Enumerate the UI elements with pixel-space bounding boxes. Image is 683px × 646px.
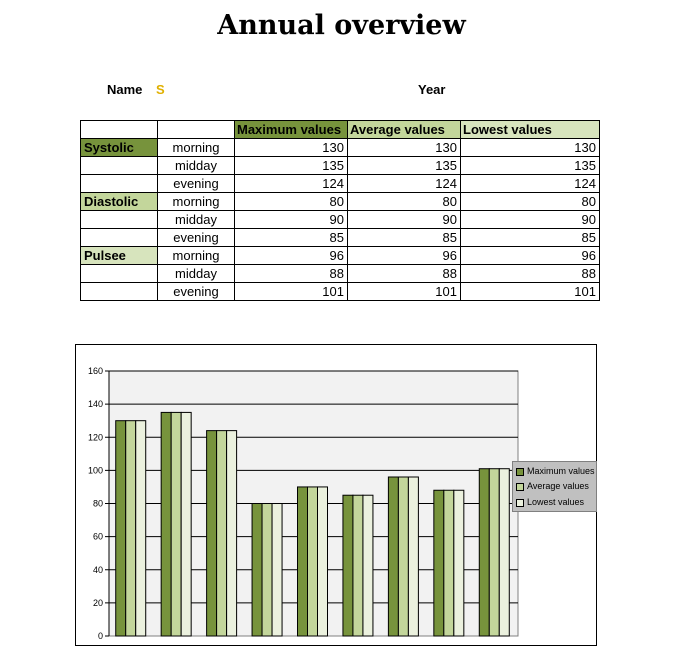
bar-avg — [171, 412, 181, 636]
bar-low — [181, 412, 191, 636]
max-cell: 90 — [235, 211, 348, 229]
table-row — [81, 157, 600, 175]
y-tick-label: 40 — [92, 564, 103, 575]
max-cell: 135 — [235, 157, 348, 175]
avg-cell: 96 — [348, 247, 461, 265]
y-tick-label: 140 — [87, 399, 103, 410]
y-tick-label: 60 — [92, 531, 103, 542]
bar-max — [434, 490, 444, 636]
group-label: Systolic — [81, 139, 158, 157]
bar-max — [479, 469, 489, 636]
y-tick-label: 120 — [87, 432, 103, 443]
table-row — [81, 139, 600, 157]
bar-low — [408, 477, 418, 636]
y-tick-label: 160 — [87, 366, 103, 376]
avg-cell: 101 — [348, 283, 461, 301]
group-empty-cell — [81, 283, 158, 301]
low-cell: 135 — [461, 157, 600, 175]
header-empty-cell — [81, 121, 158, 139]
bar-low — [499, 469, 509, 636]
time-cell: morning — [158, 139, 235, 157]
low-cell: 85 — [461, 229, 600, 247]
bar-avg — [398, 477, 408, 636]
chart-legend — [512, 461, 597, 512]
time-cell: evening — [158, 175, 235, 193]
time-cell: midday — [158, 211, 235, 229]
bar-low — [363, 495, 373, 636]
low-cell: 101 — [461, 283, 600, 301]
time-cell: morning — [158, 247, 235, 265]
legend-swatch-low — [516, 499, 524, 507]
time-cell: evening — [158, 229, 235, 247]
column-header-low: Lowest values — [461, 121, 600, 139]
values-table — [80, 120, 600, 301]
bar-max — [343, 495, 353, 636]
bar-low — [454, 490, 464, 636]
bar-low — [318, 487, 328, 636]
group-empty-cell — [81, 157, 158, 175]
low-cell: 88 — [461, 265, 600, 283]
legend-label-max: Maximum values — [527, 466, 595, 476]
group-label: Diastolic — [81, 193, 158, 211]
bar-low — [272, 504, 282, 637]
name-label: Name — [107, 82, 143, 97]
bar-low — [227, 431, 237, 636]
legend-item-avg — [516, 480, 589, 492]
bar-avg — [217, 431, 227, 636]
table-row — [81, 283, 600, 301]
y-tick-label: 20 — [92, 597, 103, 608]
legend-swatch-max — [516, 468, 524, 476]
group-empty-cell — [81, 229, 158, 247]
group-empty-cell — [81, 175, 158, 193]
avg-cell: 85 — [348, 229, 461, 247]
year-label: Year — [418, 82, 446, 97]
time-cell: midday — [158, 157, 235, 175]
bar-low — [136, 421, 146, 636]
legend-swatch-avg — [516, 483, 524, 491]
avg-cell: 135 — [348, 157, 461, 175]
bar-max — [298, 487, 308, 636]
low-cell: 96 — [461, 247, 600, 265]
y-tick-label: 80 — [92, 498, 103, 509]
bar-avg — [489, 469, 499, 636]
avg-cell: 88 — [348, 265, 461, 283]
legend-label-avg: Average values — [527, 481, 589, 491]
bar-max — [161, 412, 171, 636]
bar-max — [116, 421, 126, 636]
header-empty-cell — [158, 121, 235, 139]
bar-avg — [308, 487, 318, 636]
group-empty-cell — [81, 211, 158, 229]
low-cell: 124 — [461, 175, 600, 193]
time-cell: morning — [158, 193, 235, 211]
max-cell: 88 — [235, 265, 348, 283]
table-row — [81, 247, 600, 265]
table-row — [81, 211, 600, 229]
name-value[interactable]: S — [156, 82, 165, 97]
max-cell: 96 — [235, 247, 348, 265]
legend-item-max — [516, 465, 595, 477]
avg-cell: 90 — [348, 211, 461, 229]
low-cell: 130 — [461, 139, 600, 157]
bar-avg — [126, 421, 136, 636]
y-tick-label: 100 — [87, 465, 103, 476]
time-cell: evening — [158, 283, 235, 301]
avg-cell: 130 — [348, 139, 461, 157]
max-cell: 85 — [235, 229, 348, 247]
bar-max — [252, 504, 262, 637]
table-row — [81, 193, 600, 211]
table-row — [81, 229, 600, 247]
max-cell: 101 — [235, 283, 348, 301]
column-header-avg: Average values — [348, 121, 461, 139]
table-header-row — [81, 121, 600, 139]
bar-avg — [444, 490, 454, 636]
y-tick-label: 0 — [97, 631, 103, 641]
low-cell: 80 — [461, 193, 600, 211]
table-row — [81, 265, 600, 283]
time-cell: midday — [158, 265, 235, 283]
bar-max — [388, 477, 398, 636]
legend-label-low: Lowest values — [527, 497, 585, 507]
max-cell: 80 — [235, 193, 348, 211]
bar-avg — [262, 504, 272, 637]
group-empty-cell — [81, 265, 158, 283]
column-header-max: Maximum values — [235, 121, 348, 139]
max-cell: 130 — [235, 139, 348, 157]
low-cell: 90 — [461, 211, 600, 229]
bar-avg — [353, 495, 363, 636]
bar-max — [207, 431, 217, 636]
avg-cell: 80 — [348, 193, 461, 211]
legend-item-low — [516, 496, 584, 508]
group-label: Pulsee — [81, 247, 158, 265]
max-cell: 124 — [235, 175, 348, 193]
avg-cell: 124 — [348, 175, 461, 193]
page-title: Annual overview — [217, 10, 466, 41]
table-row — [81, 175, 600, 193]
table-body — [81, 139, 600, 301]
